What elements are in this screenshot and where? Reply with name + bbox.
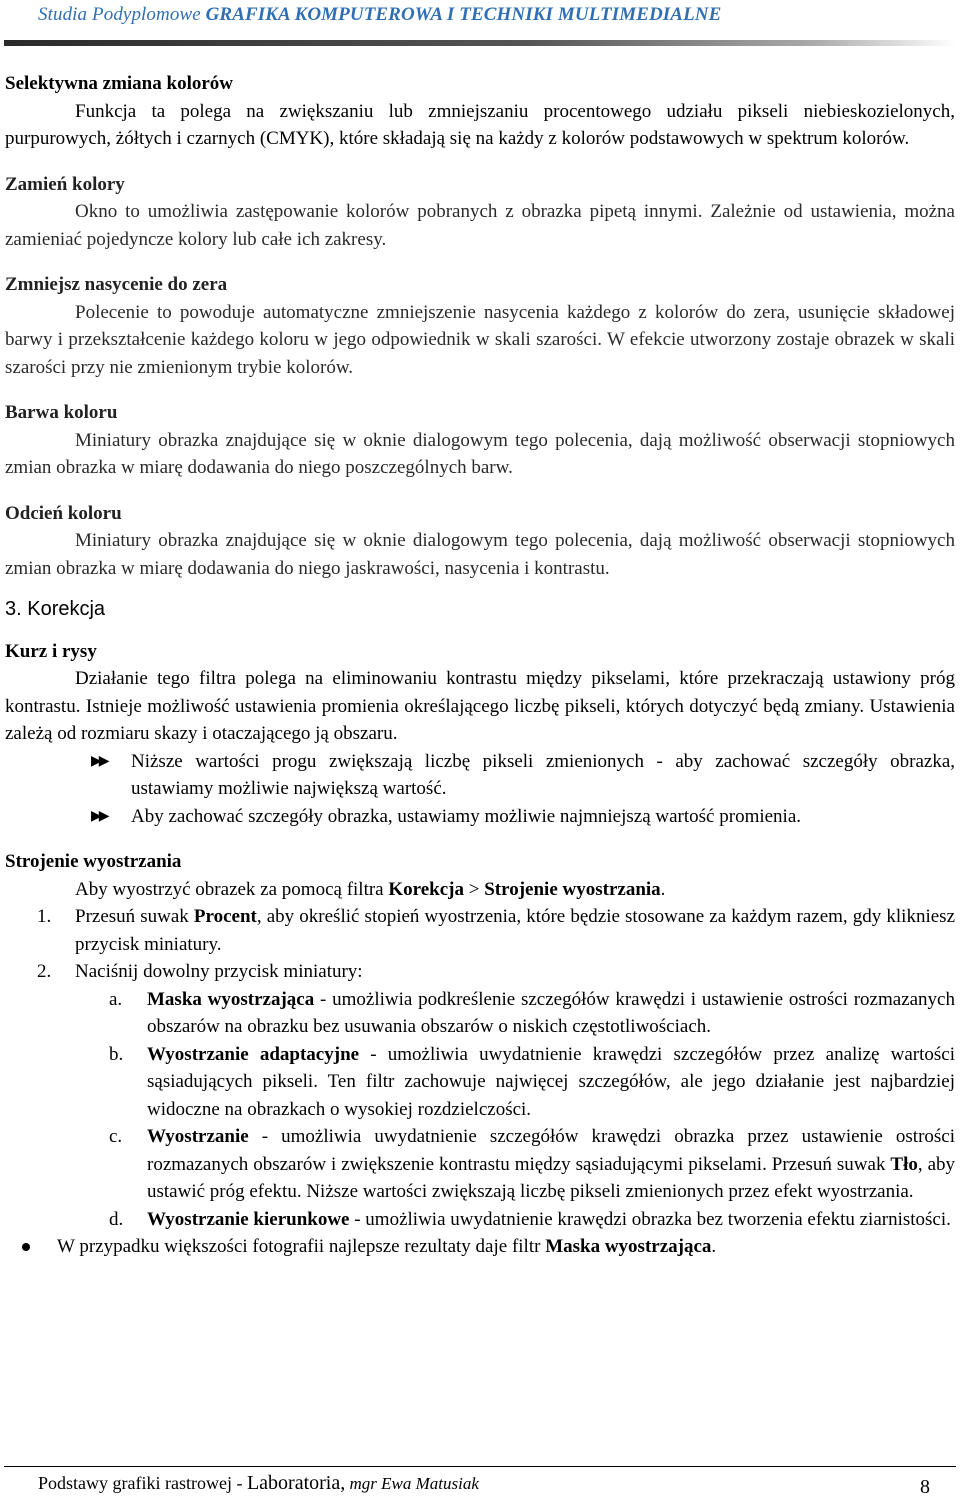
list-item: ▶▶ Niższe wartości progu zwiększają liczbę pikseli zmienionych - aby zachować szczegóły obrazka, ustawiamy możliwie największą wartość. bbox=[5, 748, 955, 803]
page-header bbox=[38, 4, 938, 26]
double-arrow-icon: ▶▶ bbox=[91, 808, 107, 824]
section-text-strojenie: Aby wyostrzyć obrazek za pomocą filtra Korekcja > Strojenie wyostrzania. bbox=[75, 878, 666, 900]
bullet-icon bbox=[22, 1243, 30, 1251]
section-title-selektywna: Selektywna zmiana kolorów bbox=[5, 73, 233, 94]
section-text-zamien: Okno to umożliwia zastępowanie kolorów pobranych z obrazka pipetą innymi. Zależnie od ustawienia, można zamieniać pojedyncze kolory lub całe ich zakresy. bbox=[5, 201, 955, 250]
section-text-odcien: Miniatury obrazka znajdujące się w oknie dialogowym tego polecenia, dają możliwość obserwacji stopniowych zmian obrazka w miarę dodawania do niego jaskrawości, nasycenia i kontrastu. bbox=[5, 530, 955, 579]
chapter-heading: 3. Korekcja bbox=[5, 598, 106, 620]
section-title-strojenie: Strojenie wyostrzania bbox=[5, 851, 182, 872]
page-footer bbox=[38, 1472, 938, 1495]
section-title-kurz: Kurz i rysy bbox=[5, 640, 97, 662]
section-text-zmniejsz: Polecenie to powoduje automatyczne zmniejszenie nasycenia każdego z kolorów do zera, usunięcie składowej barwy i przekształcenie każdego koloru w jego odpowiednik w skali szarości. W efekcie utworzony zostaje obrazek w skali szarości przy nie zmienionym trybie kolorów. bbox=[5, 301, 955, 378]
footer-divider bbox=[4, 1466, 956, 1467]
section-title-barwa: Barwa koloru bbox=[5, 402, 118, 423]
header-divider bbox=[4, 40, 956, 46]
footer-course: Podstawy grafiki rastrowej - bbox=[38, 1473, 247, 1493]
section-text-selektywna: Funkcja ta polega na zwiększaniu lub zmniejszaniu procentowego udziału pikseli niebieskozielonych, purpurowych, żółtych i czarnych (CMYK), które składają się na każdy z kolorów podstawowych w spektrum kolorów. bbox=[5, 100, 955, 149]
list-item: a. Maska wyostrzająca - umożliwia podkreślenie szczegółów krawędzi i ustawienie ostrości rozmazanych obszarów na obrazku bez usuwania obszarów o niskich częstotliwościach. bbox=[109, 988, 955, 1037]
list-item: d. Wyostrzanie kierunkowe - umożliwia uwydatnienie krawędzi obrazka bez tworzenia efektu ziarnistości. bbox=[109, 1208, 951, 1230]
list-item: ▶▶ Aby zachować szczegóły obrazka, ustawiamy możliwie najmniejszą wartość promienia. bbox=[5, 803, 955, 831]
list-item: 2. Naciśnij dowolny przycisk miniatury: bbox=[37, 961, 363, 982]
list-item: b. Wyostrzanie adaptacyjne - umożliwia uwydatnienie krawędzi szczegółów przez analizę wartości sąsiadujących pikseli. Ten filtr zachowuje najwięcej szczegółów, ale jego działanie jest najbardziej widoczne na obrazkach o wysokiej rozdzielczości. bbox=[109, 1043, 955, 1120]
section-title-zamien: Zamień kolory bbox=[5, 173, 125, 195]
header-title: GRAFIKA KOMPUTEROWA I TECHNIKI MULTIMEDIALNE bbox=[205, 4, 722, 25]
footer-author: mgr Ewa Matusiak bbox=[345, 1474, 479, 1493]
double-arrow-icon: ▶▶ bbox=[91, 753, 107, 769]
section-title-odcien: Odcień koloru bbox=[5, 502, 122, 524]
footer-lab: Laboratoria, bbox=[246, 1472, 346, 1494]
list-item: W przypadku większości fotografii najlepsze rezultaty daje filtr Maska wyostrzająca. bbox=[5, 1233, 955, 1261]
list-item: 1. Przesuń suwak Procent, aby określić stopień wyostrzenia, które będzie stosowane za każdym razem, gdy klikniesz przycisk miniatury. bbox=[37, 906, 955, 955]
section-title-zmniejsz: Zmniejsz nasycenie do zera bbox=[5, 274, 228, 295]
page-number: 8 bbox=[920, 1476, 930, 1498]
document-body bbox=[5, 70, 955, 1261]
header-prefix: Studia Podyplomowe bbox=[38, 4, 206, 25]
section-text-kurz: Działanie tego filtra polega na eliminowaniu kontrastu między pikselami, które przekraczają ustawiony próg kontrastu. Istnieje możliwość ustawienia promienia określającego liczbę pikseli, których dotyczyć będą zmiany. Ustawienia zależą od rozmiaru skazy i otaczającego ją obszaru. bbox=[5, 668, 955, 744]
section-text-barwa: Miniatury obrazka znajdujące się w oknie dialogowym tego polecenia, dają możliwość obserwacji stopniowych zmian obrazka w miarę dodawania do niego poszczególnych barw. bbox=[5, 429, 955, 478]
list-item: c. Wyostrzanie - umożliwia uwydatnienie szczegółów krawędzi obrazka przez ustawienie ostrości rozmazanych obszarów i zwiększenie kontrastu między sąsiadującymi pikselami. Przesuń suwak Tło, aby ustawić próg efektu. Niższe wartości zwiększają liczbę pikseli zmienionych przez efekt wyostrzania. bbox=[109, 1126, 956, 1202]
